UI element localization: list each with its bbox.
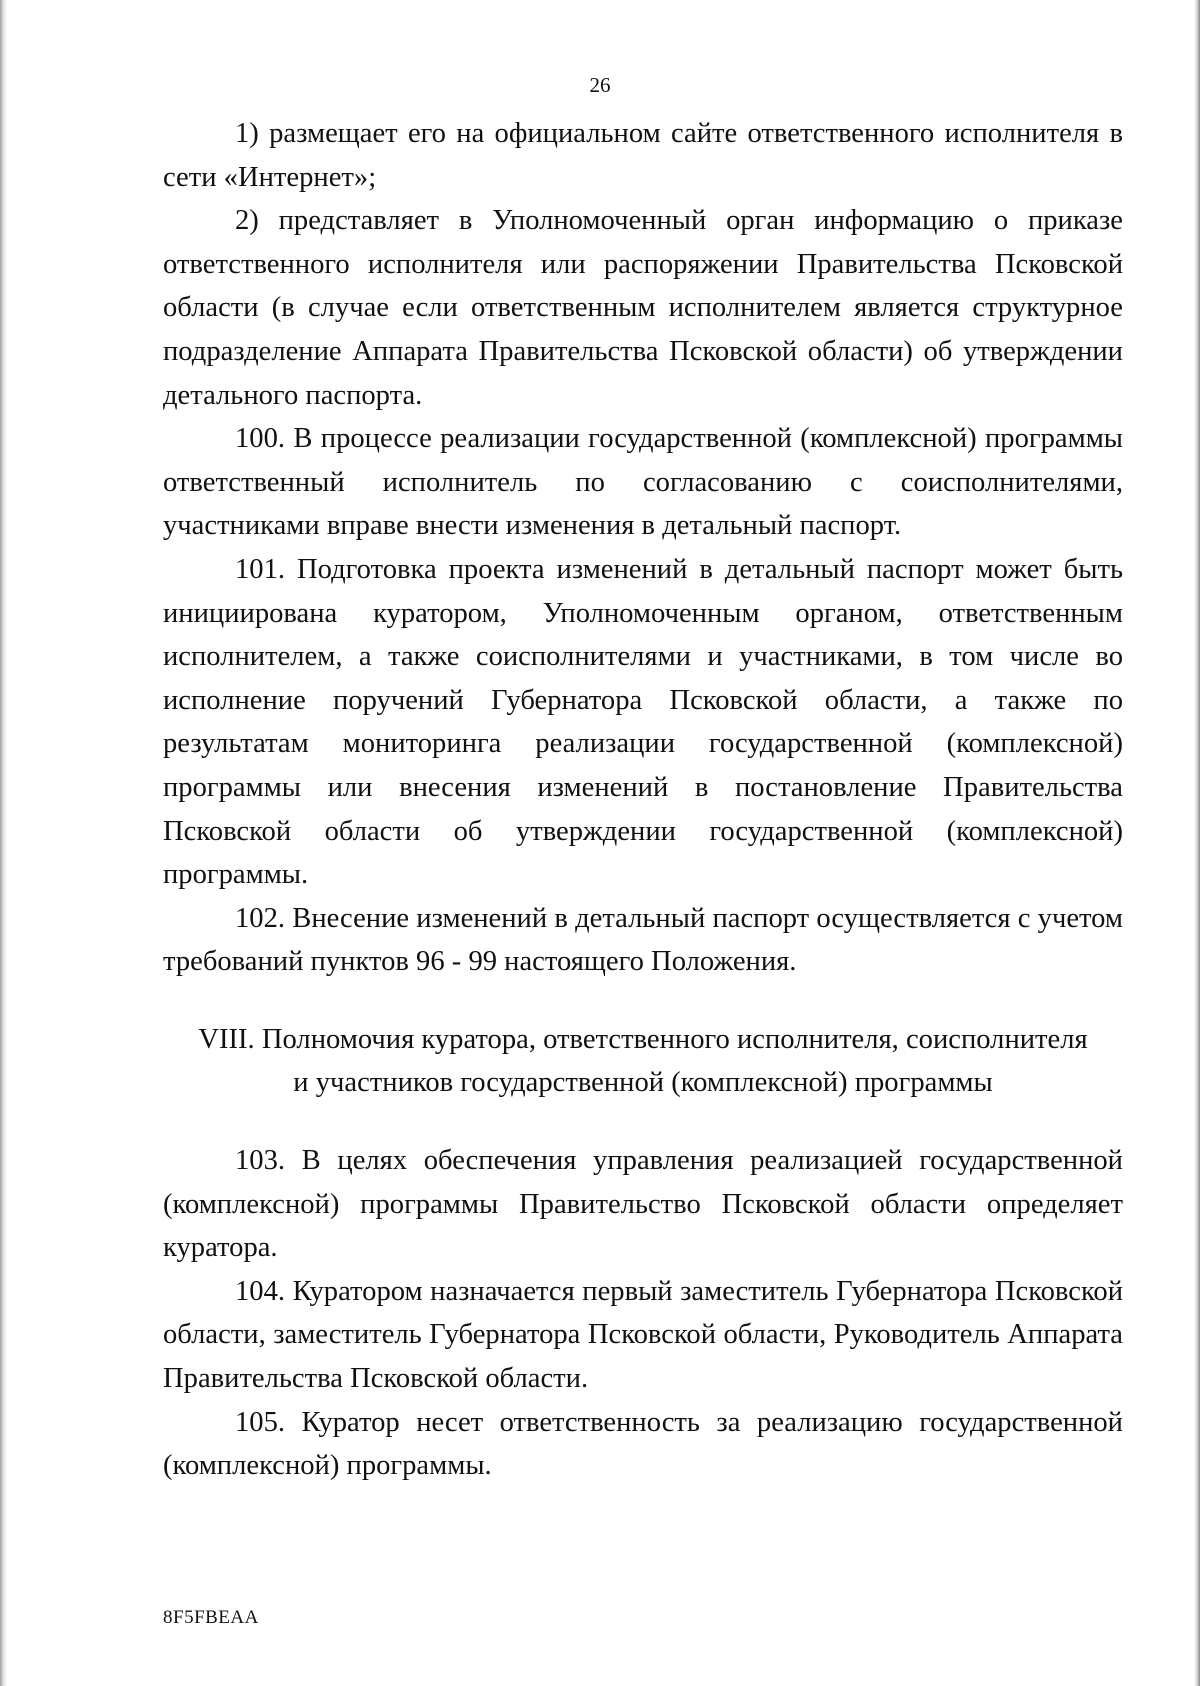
- paragraph-100: 100. В процессе реализации государственной (комплексной) программы ответственный исполнитель по согласованию с соисполнителями, участниками вправе внести изменения в детальный паспорт.: [163, 423, 1123, 542]
- section-heading-line-2: и участников государственной (комплексной) программы: [293, 1067, 993, 1099]
- paragraph-105: 105. Куратор несет ответственность за реализацию государственной (комплексной) программы.: [163, 1406, 1123, 1482]
- section-heading-line-1: VIII. Полномочия куратора, ответственного исполнителя, соисполнителя: [198, 1023, 1088, 1055]
- paragraph-item-2: 2) представляет в Уполномоченный орган информацию о приказе ответственного исполнителя или распоряжении Правительства Псковской области (в случае если ответственным исполнителем является структурное подразделение Аппарата Правительства Псковской области) об утверждении детального паспорта.: [163, 205, 1123, 411]
- scan-left-edge: [0, 0, 7, 1686]
- paragraph-101: 101. Подготовка проекта изменений в детальный паспорт может быть инициирована куратором, Уполномоченным органом, ответственным исполнителем, а также соисполнителями и участниками, в том числе во исполнение поручений Губернатора Псковской области, а также по результатам мониторинга реализации государственной (комплексной) программы или внесения изменений в постановление Правительства Псковской области об утверждении государственной (комплексной) программы.: [163, 553, 1123, 891]
- document-body: [163, 112, 1123, 1488]
- paragraph-104: 104. Куратором назначается первый заместитель Губернатора Псковской области, заместитель Губернатора Псковской области, Руководитель Аппарата Правительства Псковской области.: [163, 1275, 1123, 1395]
- paragraph-item-1: 1) размещает его на официальном сайте ответственного исполнителя в сети «Интернет»;: [163, 118, 1123, 193]
- scan-right-edge: [1194, 0, 1200, 1686]
- document-code: 8F5FBEAA: [163, 1607, 259, 1628]
- paragraph-102: 102. Внесение изменений в детальный паспорт осуществляется с учетом требований пунктов 96 - 99 настоящего Положения.: [163, 902, 1123, 978]
- section-heading: [163, 1018, 1123, 1105]
- page-number: 26: [589, 73, 611, 97]
- paragraph-103: 103. В целях обеспечения управления реализацией государственной (комплексной) программы Правительство Псковской области определяет куратора.: [163, 1145, 1123, 1264]
